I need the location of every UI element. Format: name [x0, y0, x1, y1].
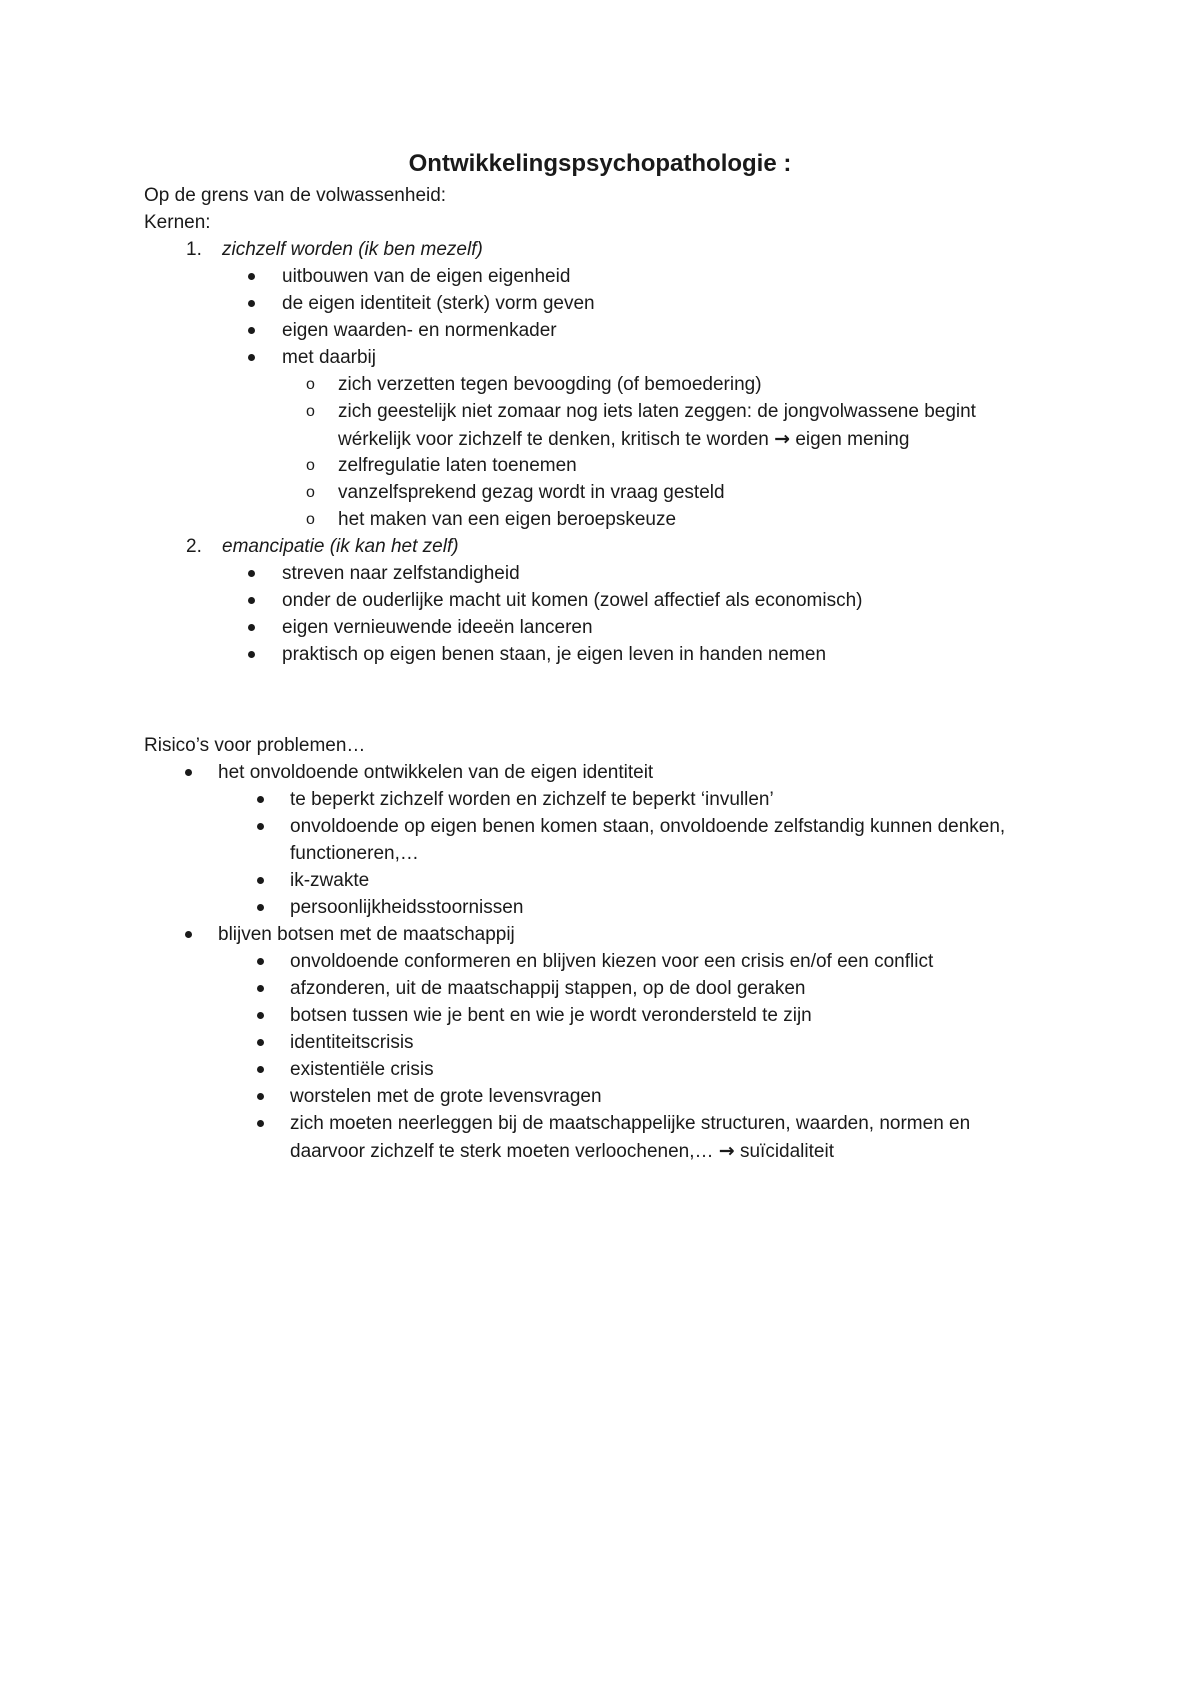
- list-item: worstelen met de grote levensvragen: [290, 1086, 602, 1107]
- list-item: uitbouwen van de eigen eigenheid: [282, 266, 571, 287]
- bullet-icon: [257, 1093, 264, 1100]
- circle-bullet-icon: o: [306, 376, 315, 393]
- list-item: ik-zwakte: [290, 870, 370, 891]
- list-item: onvoldoende op eigen benen komen staan, onvoldoende zelfstandig kunnen denken,: [290, 816, 1006, 837]
- list-item-continuation: [290, 1138, 834, 1164]
- kernen-heading: Kernen:: [144, 212, 211, 233]
- bullet-icon: [248, 624, 255, 631]
- list-item: met daarbij: [282, 347, 376, 368]
- list-item: eigen waarden- en normenkader: [282, 320, 557, 341]
- list-item: te beperkt zichzelf worden en zichzelf te beperkt ‘invullen’: [290, 789, 774, 810]
- sub-list-item: zelfregulatie laten toenemen: [338, 455, 577, 476]
- sub-list-item: het maken van een eigen beroepskeuze: [338, 509, 677, 530]
- risk-group-label: blijven botsen met de maatschappij: [218, 924, 515, 945]
- circle-bullet-icon: o: [306, 457, 315, 474]
- bullet-icon: [257, 1039, 264, 1046]
- sub-list-item: vanzelfsprekend gezag wordt in vraag gesteld: [338, 482, 725, 503]
- list-item: streven naar zelfstandigheid: [282, 563, 520, 584]
- bullet-icon: [257, 1012, 264, 1019]
- bullet-icon: [257, 904, 264, 911]
- sub-list-item-text: wérkelijk voor zichzelf te denken, kritisch te worden: [338, 429, 769, 450]
- bullet-icon: [257, 877, 264, 884]
- arrow-right-icon: →: [774, 428, 791, 450]
- list-item: onvoldoende conformeren en blijven kiezen voor een crisis en/of een conflict: [290, 951, 934, 972]
- list-item: eigen vernieuwende ideeën lanceren: [282, 617, 593, 638]
- list-number: 2.: [186, 536, 202, 557]
- list-item: zich moeten neerleggen bij de maatschappelijke structuren, waarden, normen en: [290, 1113, 971, 1134]
- bullet-icon: [248, 273, 255, 280]
- sub-list-item-text: eigen mening: [795, 429, 910, 450]
- list-item-text: suïcidaliteit: [739, 1141, 834, 1162]
- intro-line: Op de grens van de volwassenheid:: [144, 185, 447, 206]
- bullet-icon: [248, 327, 255, 334]
- bullet-icon: [257, 1120, 264, 1127]
- risk-group-label: het onvoldoende ontwikkelen van de eigen identiteit: [218, 762, 654, 783]
- list-item: persoonlijkheidsstoornissen: [290, 897, 524, 918]
- bullet-icon: [248, 570, 255, 577]
- sub-list-item: zich verzetten tegen bevoogding (of bemoedering): [338, 374, 762, 395]
- circle-bullet-icon: o: [306, 403, 315, 420]
- circle-bullet-icon: o: [306, 484, 315, 501]
- list-item: onder de ouderlijke macht uit komen (zowel affectief als economisch): [282, 590, 863, 611]
- bullet-icon: [257, 985, 264, 992]
- bullet-icon: [185, 769, 192, 776]
- list-item: existentiële crisis: [290, 1059, 434, 1080]
- sub-list-item: zich geestelijk niet zomaar nog iets laten zeggen: de jongvolwassene begint: [338, 401, 976, 422]
- list-item: botsen tussen wie je bent en wie je wordt verondersteld te zijn: [290, 1005, 812, 1026]
- bullet-icon: [257, 796, 264, 803]
- list-item: afzonderen, uit de maatschappij stappen, op de dool geraken: [290, 978, 806, 999]
- risks-heading: Risico’s voor problemen…: [144, 735, 366, 756]
- bullet-icon: [257, 958, 264, 965]
- kern-label: zichzelf worden (ik ben mezelf): [222, 239, 483, 260]
- document-title: Ontwikkelingspsychopathologie :: [408, 150, 792, 177]
- bullet-icon: [248, 651, 255, 658]
- arrow-right-icon: →: [718, 1140, 735, 1162]
- list-item-text: daarvoor zichzelf te sterk moeten verloochenen,…: [290, 1141, 714, 1162]
- list-number: 1.: [186, 239, 202, 260]
- circle-bullet-icon: o: [306, 511, 315, 528]
- list-item-continuation: functioneren,…: [290, 843, 419, 864]
- bullet-icon: [248, 300, 255, 307]
- bullet-icon: [248, 597, 255, 604]
- list-item: identiteitscrisis: [290, 1032, 414, 1053]
- kern-label: emancipatie (ik kan het zelf): [222, 536, 459, 557]
- bullet-icon: [248, 354, 255, 361]
- sub-list-item-continuation: [338, 426, 909, 452]
- list-item: praktisch op eigen benen staan, je eigen leven in handen nemen: [282, 644, 827, 665]
- bullet-icon: [257, 1066, 264, 1073]
- list-item: de eigen identiteit (sterk) vorm geven: [282, 293, 595, 314]
- bullet-icon: [257, 823, 264, 830]
- bullet-icon: [185, 931, 192, 938]
